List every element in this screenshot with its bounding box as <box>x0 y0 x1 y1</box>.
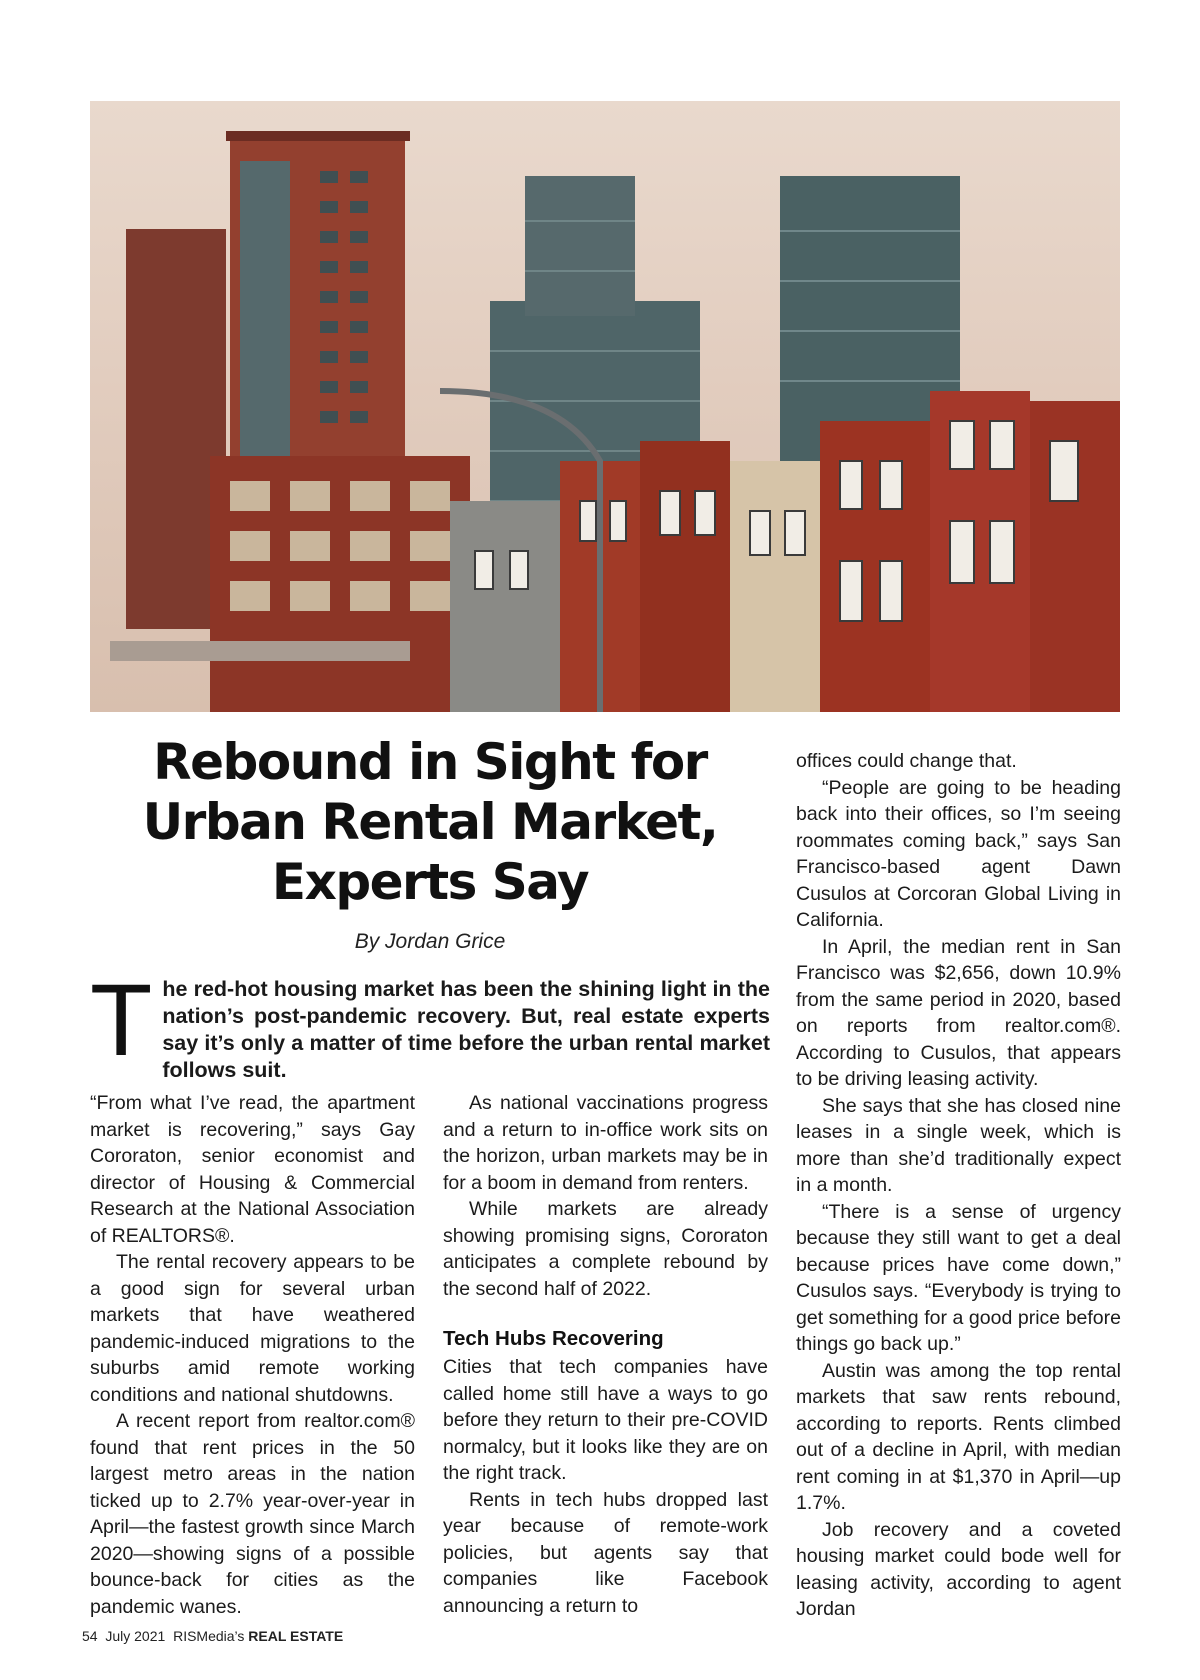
paragraph: The rental recovery appears to be a good sign for several urban markets that have weathered pandemic-induced migrations to the suburbs amid remote working conditions and national shutdowns. <box>90 1251 415 1406</box>
paragraph: She says that she has closed nine leases in a single week, which is more than she’d traditionally expect in a month. <box>796 1094 1121 1196</box>
paragraph: While markets are already showing promising signs, Cororaton anticipates a complete rebound by the second half of 2022. <box>443 1198 768 1300</box>
byline: By Jordan Grice <box>354 930 506 953</box>
paragraph: Cities that tech companies have called home still have a ways to go before they return to their pre-COVID normalcy, but it looks like they are on the right track. <box>443 1356 768 1484</box>
lede-text: he red-hot housing market has been the shining light in the nation’s post-pandemic recovery. But, real estate experts say it’s only a matter of time before the urban rental market follows suit. <box>162 977 770 1082</box>
article-lede <box>90 963 770 1084</box>
column-2 <box>443 1090 768 1619</box>
paragraph: “From what I’ve read, the apartment market is recovering,” says Gay Cororaton, senior economist and director of Housing & Commercial Research at the National Association of REALTORS®. <box>90 1092 415 1247</box>
issue-date: July 2021 <box>105 1628 166 1644</box>
column-3 <box>796 748 1121 1623</box>
paragraph: Rents in tech hubs dropped last year because of remote-work policies, but agents say that companies like Facebook announcing a return to <box>443 1488 768 1617</box>
city-skyline-illustration <box>90 101 1120 712</box>
drop-cap: T <box>90 963 153 1077</box>
paragraph: “There is a sense of urgency because they still want to get a deal because prices have come down,” Cusulos says. “Everybody is trying to get something for a good price before things go back up.” <box>796 1200 1121 1355</box>
paragraph: A recent report from realtor.com® found that rent prices in the 50 largest metro areas in the nation ticked up to 2.7% year-over-year in April—the fastest growth since March 2020—showing signs of a possible bounce-back for cities as the pandemic wanes. <box>90 1410 415 1618</box>
column-1 <box>90 1090 415 1620</box>
article-headline: Rebound in Sight for Urban Rental Market, Experts Say <box>142 733 718 911</box>
paragraph: Austin was among the top rental markets that saw rents rebound, according to reports. Rents climbed out of a decline in April, with median rent coming in at $1,370 in April—up 1.7%. <box>796 1359 1121 1514</box>
hero-photo <box>90 101 1120 712</box>
paragraph: “People are going to be heading back into their offices, so I’m seeing roommates coming back,” says San Francisco-based agent Dawn Cusulos at Corcoran Global Living in California. <box>796 776 1121 931</box>
section-subhead: Tech Hubs Recovering <box>443 1327 664 1350</box>
paragraph: In April, the median rent in San Francisco was $2,656, down 10.9% from the same period in 2020, based on reports from realtor.com®. According to Cusulos, that appears to be driving leasing activity. <box>796 935 1121 1090</box>
paragraph: Job recovery and a coveted housing market could bode well for leasing activity, according to agent Jordan <box>796 1518 1121 1620</box>
paragraph: offices could change that. <box>796 750 1017 772</box>
page-footer <box>82 1628 343 1644</box>
paragraph: As national vaccinations progress and a return to in-office work sits on the horizon, urban markets may be in for a boom in demand from renters. <box>443 1092 768 1194</box>
page-number: 54 <box>82 1628 98 1644</box>
publication-name: REAL ESTATE <box>248 1628 344 1644</box>
publisher: RISMedia’s <box>173 1628 245 1644</box>
